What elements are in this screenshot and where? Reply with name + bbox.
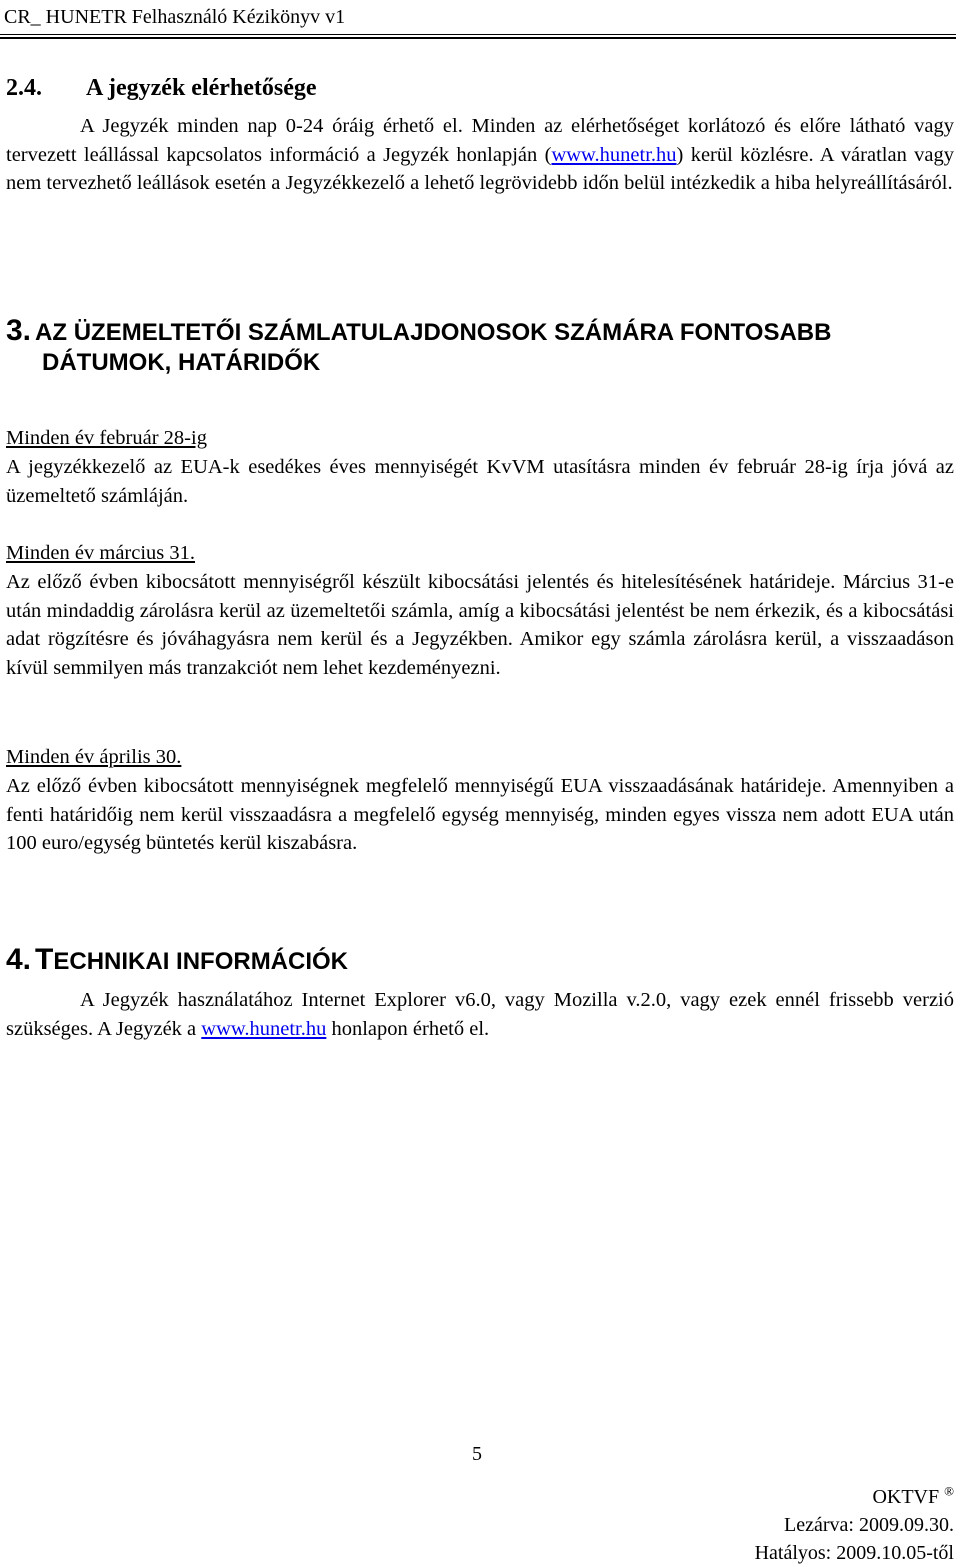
header-rule-thick: [0, 37, 956, 39]
page-number: 5: [472, 1443, 482, 1465]
paragraph-text: ) kerül közlésre. A váratlan vagy nem tervezhető leállások esetén a Jegyzékkezelő a lehető legrövidebb időn belül intézkedik a hiba helyreállításáról.: [6, 143, 955, 195]
footer-closed-date: Lezárva: 2009.09.30.: [784, 1514, 954, 1536]
deadline-heading-mar: Minden év március 31.: [6, 542, 196, 564]
registered-mark: ®: [944, 1483, 954, 1499]
org-name: OKTVF: [872, 1486, 940, 1508]
footer-effective-date: Hatályos: 2009.10.05-től: [754, 1542, 954, 1564]
header-rule: [0, 34, 956, 35]
section-number: 2.4.: [6, 75, 42, 101]
heading-text: Z ÜZEMELTETŐI SZÁMLATULAJDONOSOK SZÁMÁRA FONTOSABB: [52, 319, 832, 346]
heading-first-letter: T: [35, 943, 54, 976]
section-2-4-heading: [6, 74, 317, 102]
heading-text-line2: DÁTUMOK, HATÁRIDŐK: [42, 348, 321, 376]
page-header-title: CR_ HUNETR Felhasználó Kézikönyv v1: [4, 6, 346, 28]
availability-paragraph: [6, 112, 954, 198]
deadline-heading-feb: Minden év február 28-ig: [6, 427, 207, 449]
deadline-text-feb: A jegyzékkezelő az EUA-k esedékes éves mennyiségét KvVM utasításra minden év február 28-ig írja jóvá az üzemeltető számláján.: [6, 456, 954, 507]
paragraph-text: A Jegyzék minden nap 0-24 óráig érhető el. Minden az elérhetőséget korlátozó és előre látható vagy tervezett leállással kapcsolatos információ a Jegyzék honlapján (: [6, 115, 954, 166]
deadline-text-apr: Az előző évben kibocsátott mennyiségnek megfelelő mennyiségű EUA visszaadásának határideje. Amennyiben a fenti határidőig nem kerül visszaadásra a megfelelő egység mennyiség, minden egyes vissza nem adott EUA után 100 euro/egység büntetés kerül kiszabásra.: [6, 775, 954, 855]
paragraph-text: A Jegyzék használatához Internet Explorer v6.0, vagy Mozilla v.2.0, vagy ezek ennél frissebb verzió szükséges. A Jegyzék a: [6, 989, 954, 1040]
technical-info-paragraph: [6, 986, 954, 1043]
footer-org: [755, 1483, 954, 1511]
heading-text: ECHNIKAI INFORMÁCIÓK: [53, 948, 349, 975]
section-number: 4.: [6, 943, 32, 976]
deadline-text-mar: Az előző évben kibocsátott mennyiségről készült kibocsátási jelentés és hitelesítésének határideje. Március 31-e után mindaddig zárolásra kerül az üzemeltetői számla, amíg a kibocsátási jelentést be nem érkezik, és a kibocsátási adat rögzítésre és jóváhagyásra nem kerül és a Jegyzékben. Amikor egy számla zárolásra kerül, a visszaadáson kívül semmilyen más tranzakciót nem lehet kezdeményezni.: [6, 571, 954, 679]
paragraph-text: honlapon érhető el.: [326, 1017, 490, 1040]
section-number: 3.: [6, 314, 32, 347]
section-title: A jegyzék elérhetősége: [86, 75, 317, 101]
heading-first-letter: A: [35, 319, 53, 346]
section-3-heading: [6, 316, 956, 377]
hunetr-link[interactable]: www.hunetr.hu: [551, 143, 677, 166]
deadline-heading-apr: Minden év április 30.: [6, 746, 182, 768]
hunetr-link[interactable]: www.hunetr.hu: [201, 1017, 327, 1040]
section-4-heading: [6, 945, 956, 977]
footer: [755, 1483, 954, 1567]
